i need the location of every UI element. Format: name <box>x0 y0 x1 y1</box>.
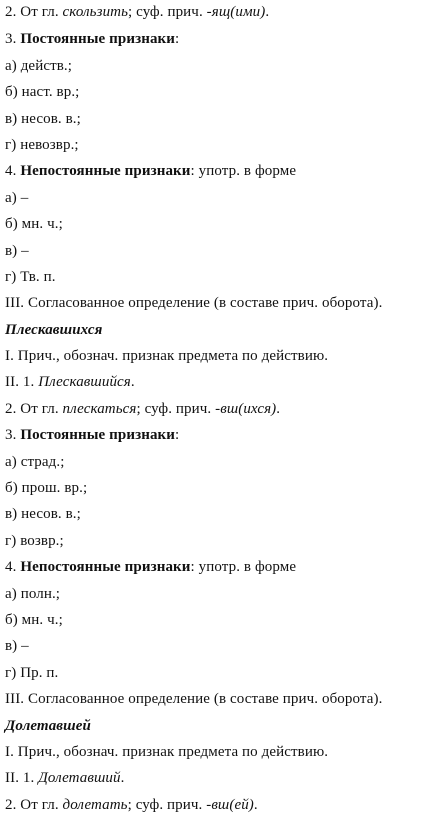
feature-item: а) страд.; <box>5 453 65 470</box>
syntactic-role-line: III. Согласованное определение (в составе прич. оборота). <box>5 691 383 708</box>
text: ; суф. прич. <box>128 4 207 20</box>
initial-form-line <box>5 765 429 791</box>
text: 3. <box>5 427 21 444</box>
variable-features-heading <box>5 158 429 184</box>
bold-label: Непостоянные признаки <box>20 559 191 576</box>
text: 3. <box>5 31 21 48</box>
text: ; суф. прич. <box>127 796 207 813</box>
feature-item: б) прош. вр.; <box>5 480 88 497</box>
source-verb: скользить <box>62 4 129 20</box>
feature-item: в) – <box>5 638 29 655</box>
text: II. 1. <box>5 374 39 391</box>
text: . <box>130 374 135 391</box>
text: 2. От гл. <box>5 400 63 417</box>
syntactic-role-line: III. Согласованное определение (в составе прич. оборота). <box>5 295 383 312</box>
feature-item: а) действ.; <box>5 57 73 74</box>
text: ; суф. прич. <box>136 400 216 417</box>
feature-item: в) несов. в.; <box>5 506 81 523</box>
source-verb: плескаться <box>62 400 137 417</box>
initial-form: Долетавший <box>38 770 121 787</box>
document-body <box>5 0 429 818</box>
word-heading: Плескавшихся <box>5 321 103 338</box>
text: 2. От гл. <box>5 796 63 813</box>
text: . <box>276 400 281 417</box>
feature-item: г) Пр. п. <box>5 664 59 681</box>
derivation-line <box>5 792 429 818</box>
constant-features-heading <box>5 422 429 448</box>
participle-suffix: -ящ(ими) <box>206 4 266 20</box>
bold-label: Постоянные признаки <box>20 427 176 444</box>
variable-features-heading <box>5 554 429 580</box>
text: : употр. в форме <box>190 163 297 180</box>
text: : <box>175 31 180 48</box>
feature-item: б) мн. ч.; <box>5 216 63 233</box>
text: : <box>175 427 180 444</box>
bold-label: Постоянные признаки <box>20 31 176 48</box>
text: . <box>265 4 270 20</box>
participle-suffix: -вш(ихся) <box>215 400 277 417</box>
feature-item: а) – <box>5 189 29 206</box>
source-verb: долетать <box>62 796 128 813</box>
text: 4. <box>5 559 21 576</box>
feature-item: в) несов. в.; <box>5 110 81 127</box>
part-of-speech-line: I. Прич., обознач. признак предмета по действию. <box>5 348 329 365</box>
text: . <box>120 770 125 787</box>
feature-item: а) полн.; <box>5 585 61 602</box>
bold-label: Непостоянные признаки <box>20 163 191 180</box>
feature-item: в) – <box>5 242 29 259</box>
text: : употр. в форме <box>190 559 297 576</box>
word-heading: Долетавшей <box>5 717 91 734</box>
text: . <box>253 796 258 813</box>
feature-item: б) мн. ч.; <box>5 611 63 628</box>
participle-suffix: -вш(ей) <box>206 796 254 813</box>
part-of-speech-line: I. Прич., обознач. признак предмета по действию. <box>5 743 329 760</box>
initial-form: Плескавшийся <box>38 374 131 391</box>
derivation-line <box>5 0 429 26</box>
text: II. 1. <box>5 770 39 787</box>
feature-item: г) Тв. п. <box>5 268 56 285</box>
initial-form-line <box>5 369 429 395</box>
feature-item: г) возвр.; <box>5 532 64 549</box>
derivation-line <box>5 396 429 422</box>
constant-features-heading <box>5 26 429 52</box>
text: 4. <box>5 163 21 180</box>
text: 2. От гл. <box>5 4 63 20</box>
feature-item: г) невозвр.; <box>5 136 79 153</box>
feature-item: б) наст. вр.; <box>5 84 80 101</box>
